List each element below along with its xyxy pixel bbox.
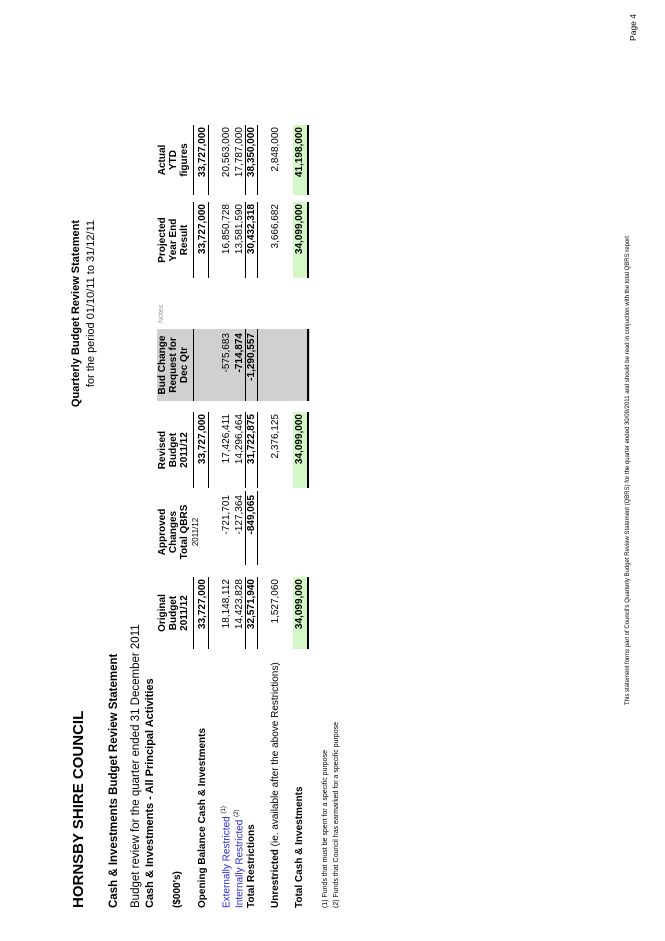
external-approved: -721,701	[221, 495, 232, 535]
header-notes: Notes	[158, 304, 165, 323]
rule	[208, 125, 209, 195]
total-restrictions-approved: -849,065	[246, 495, 257, 535]
row-label-total-restrictions: Total Restrictions	[246, 824, 257, 908]
external-change: -575,683	[221, 333, 232, 373]
internal-change: -714,874	[234, 333, 245, 373]
rule	[307, 125, 309, 195]
rule	[193, 412, 194, 488]
external-revised: 17,426,411	[221, 414, 232, 464]
external-actual: 20,563,000	[221, 127, 232, 178]
total-cash-actual: 41,198,000	[294, 127, 305, 178]
external-original: 18,148,112	[221, 579, 232, 629]
total-cash-projected: 34,099,000	[294, 204, 305, 255]
total-restrictions-actual: 38,350,000	[246, 127, 257, 178]
total-restrictions-revised: 31,722,875	[246, 414, 257, 465]
header-actual: Actual YTD figures	[157, 143, 190, 177]
footnote-2: (2) Funds that Council has earmarked for a specific purpose	[333, 722, 340, 908]
external-projected: 16,850,728	[221, 204, 232, 255]
section-title: Cash & Investments - All Principal Activities	[144, 678, 156, 908]
header-revised: Revised Budget 2011/12	[157, 430, 190, 470]
header-original: Original Budget 2011/12	[157, 594, 190, 632]
footer-note: This statement forms part of Council's Quarterly Budget Review Statement (QBRS) for the quarter ended 30/09/2011 and should be read in conjuction with the total QBRS report	[625, 236, 631, 705]
opening-actual: 33,727,000	[197, 127, 208, 178]
rule	[257, 491, 258, 565]
opening-projected: 33,727,000	[197, 204, 208, 255]
rule	[257, 202, 258, 278]
total-restrictions-change: -1,290,557	[246, 333, 257, 381]
rule	[307, 412, 309, 488]
internal-actual: 17,787,000	[234, 127, 245, 178]
units-label: ($000's)	[172, 871, 183, 908]
rule	[193, 125, 194, 195]
rule	[193, 329, 194, 401]
unrestricted-revised: 2,376,125	[270, 414, 281, 459]
total-cash-original: 34,099,000	[294, 579, 305, 630]
rule	[257, 125, 258, 195]
total-restrictions-original: 32,571,940	[246, 579, 257, 630]
rule	[257, 577, 258, 649]
row-label-external: Externally Restricted $^{(1)}$	[221, 806, 233, 908]
row-label-total-cash: Total Cash & Investments	[294, 786, 305, 908]
qbrs-period: for the period 01/10/11 to 31/12/11	[85, 220, 97, 388]
internal-approved: -127,364	[234, 495, 245, 535]
page-number: Page 4	[628, 14, 638, 41]
rule	[307, 577, 309, 649]
rule	[193, 202, 194, 278]
council-name: HORNSBY SHIRE COUNCIL	[70, 710, 87, 908]
header-bud-change: Bud Change Request for Dec Qtr	[157, 335, 190, 395]
opening-revised: 33,727,000	[197, 414, 208, 465]
rule	[257, 412, 258, 488]
rule	[307, 329, 309, 401]
row-label-unrestricted: Unrestricted (ie. available after the above Restrictions)	[270, 662, 281, 908]
row-label-internal: Internally Restricted $^{(2)}$	[234, 809, 246, 908]
footnote-1: (1) Funds that must be spent for a specific purpose	[322, 750, 329, 908]
unrestricted-actual: 2,848,000	[270, 127, 281, 172]
total-cash-revised: 34,099,000	[294, 414, 305, 465]
total-restrictions-projected: 30,432,318	[246, 204, 257, 255]
qbrs-title: Quarterly Budget Review Statement	[70, 220, 82, 408]
unrestricted-projected: 3,666,682	[270, 204, 281, 249]
rule	[257, 329, 258, 401]
header-approved: Approved Changes Total QBRS 2011/12	[157, 504, 200, 560]
rule	[208, 202, 209, 278]
rule	[307, 202, 309, 278]
rule	[193, 577, 194, 649]
row-label-opening: Opening Balance Cash & Investments	[197, 727, 208, 908]
rule	[208, 412, 209, 488]
internal-original: 14,423,828	[234, 579, 245, 630]
header-projected: Projected Year End Result	[157, 217, 190, 263]
statement-title: Cash & Investments Budget Review Statement	[108, 653, 120, 908]
opening-original: 33,727,000	[197, 579, 208, 630]
rule	[208, 577, 209, 649]
internal-projected: 13,581,590	[234, 204, 245, 255]
review-line: Budget review for the quarter ended 31 December 2011	[130, 624, 142, 908]
internal-revised: 14,296,464	[234, 414, 245, 465]
unrestricted-original: 1,527,060	[270, 579, 281, 624]
